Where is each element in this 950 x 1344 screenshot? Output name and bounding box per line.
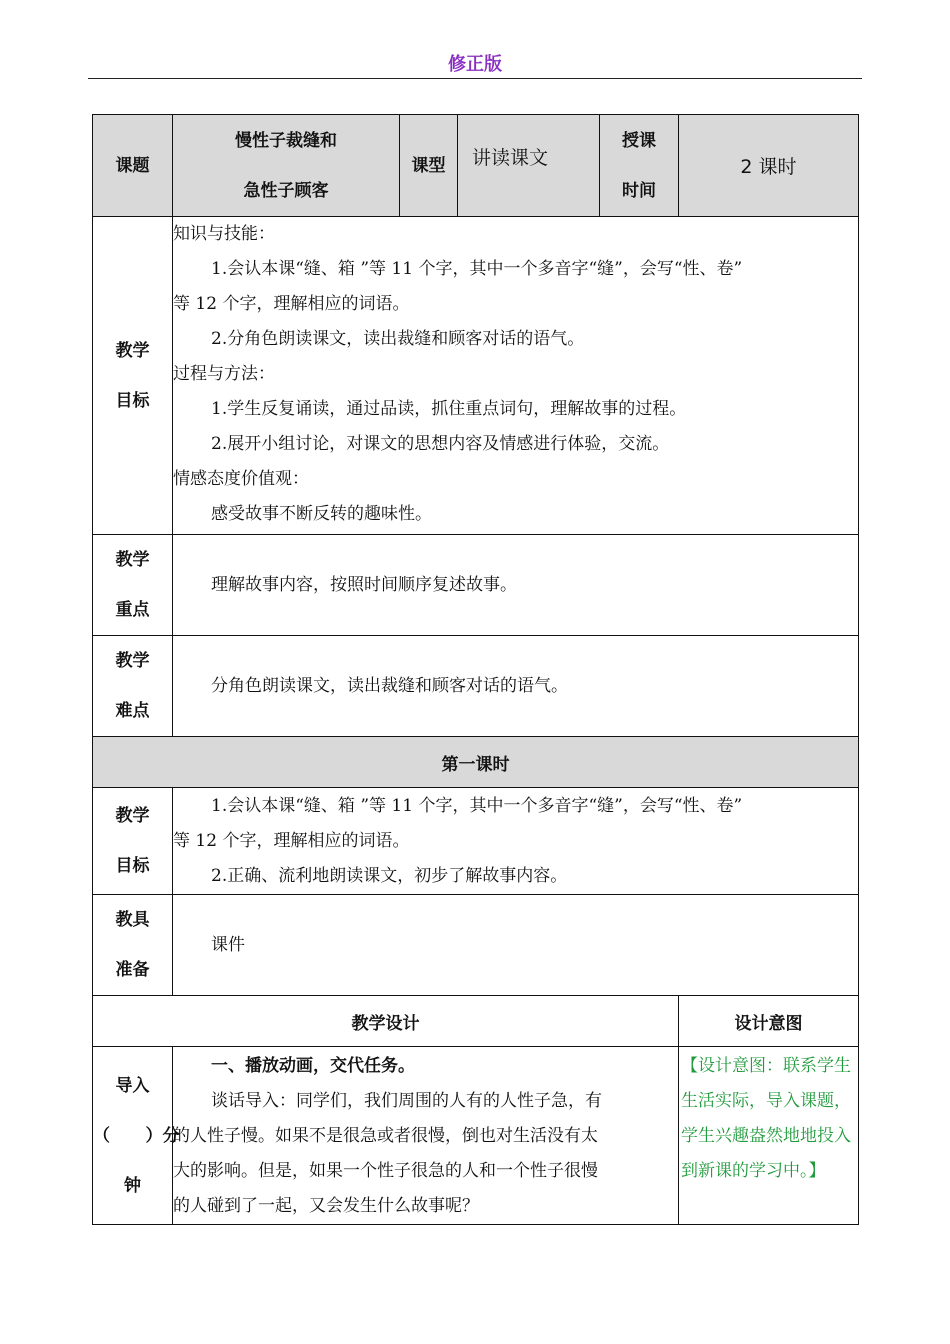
difficulty-label: 教学 难点	[93, 636, 173, 737]
design-label: 教学设计	[93, 996, 679, 1047]
key-content: 理解故事内容，按照时间顺序复述故事。	[173, 535, 859, 636]
intro-line: 大的影响。但是，如果一个性子很急的人和一个性子很慢	[173, 1161, 598, 1181]
intent-line: 到新课的学习中。】	[681, 1161, 826, 1181]
section-title: 第一课时	[93, 737, 859, 788]
goals-line: 情感态度价值观：	[173, 469, 309, 489]
intro-line: 的人性子慢。如果不是很急或者很慢，倒也对生活没有太	[173, 1126, 598, 1146]
lesson-plan-table	[92, 114, 859, 1225]
goals-content	[173, 217, 859, 535]
intro-row	[93, 1047, 859, 1225]
tools-content: 课件	[173, 895, 859, 996]
design-header-row	[93, 996, 859, 1047]
topic-value	[173, 115, 400, 217]
intent-line: 生活实际，导入课题，	[681, 1091, 851, 1111]
intro-intent	[679, 1047, 859, 1225]
goals-line: 2.展开小组讨论，对课文的思想内容及情感进行体验，交流。	[211, 434, 670, 454]
goals-line: 等 12 个字，理解相应的词语。	[173, 294, 410, 314]
difficulty-content: 分角色朗读课文，读出裁缝和顾客对话的语气。	[173, 636, 859, 737]
header-rule	[88, 78, 862, 79]
version-title: 修正版	[448, 54, 502, 75]
goals-line: 知识与技能：	[173, 224, 275, 244]
lesson1-goals-line: 1.会认本课“缝、箱 ”等 11 个字，其中一个多音字“缝”，会写“性、卷”	[211, 795, 743, 816]
lesson1-goals-row	[93, 788, 859, 895]
lesson1-goals-content	[173, 788, 859, 895]
goals-line: 过程与方法：	[173, 364, 275, 384]
difficulty-row	[93, 636, 859, 737]
topic-line-1: 慢性子裁缝和	[235, 130, 337, 151]
intro-label: 导入 （ ）分 钟	[93, 1047, 173, 1225]
section-row	[93, 737, 859, 788]
topic-row	[93, 115, 859, 217]
tools-label: 教具 准备	[93, 895, 173, 996]
intent-line: 学生兴趣盎然地地投入	[681, 1126, 851, 1146]
type-label: 课型	[400, 115, 458, 217]
intro-line: 的人碰到了一起，又会发生什么故事呢？	[173, 1196, 479, 1216]
time-label: 授课 时间	[600, 115, 679, 217]
type-value: 讲读课文	[458, 115, 600, 217]
intro-line: 谈话导入：同学们，我们周围的人有的人性子急，有	[211, 1091, 602, 1111]
intent-label: 设计意图	[679, 996, 859, 1047]
lesson1-goals-line: 2.正确、流利地朗读课文，初步了解故事内容。	[211, 865, 568, 886]
topic-line-2: 急性子顾客	[243, 180, 329, 201]
tools-row	[93, 895, 859, 996]
lesson1-goals-label: 教学 目标	[93, 788, 173, 895]
intro-heading: 一、播放动画，交代任务。	[211, 1056, 415, 1076]
goals-label: 教学 目标	[93, 217, 173, 535]
key-label: 教学 重点	[93, 535, 173, 636]
intent-line: 【设计意图：联系学生	[681, 1056, 851, 1076]
goals-line: 1.学生反复诵读，通过品读，抓住重点词句，理解故事的过程。	[211, 399, 687, 419]
key-row	[93, 535, 859, 636]
lesson1-goals-line: 等 12 个字，理解相应的词语。	[173, 830, 410, 851]
time-value: 2 课时	[679, 115, 859, 217]
topic-label: 课题	[93, 115, 173, 217]
goals-row	[93, 217, 859, 535]
goals-line: 2.分角色朗读课文，读出裁缝和顾客对话的语气。	[211, 329, 585, 349]
intro-content	[173, 1047, 679, 1225]
goals-line: 1.会认本课“缝、箱 ”等 11 个字，其中一个多音字“缝”，会写“性、卷”	[211, 259, 743, 279]
goals-line: 感受故事不断反转的趣味性。	[211, 504, 432, 524]
